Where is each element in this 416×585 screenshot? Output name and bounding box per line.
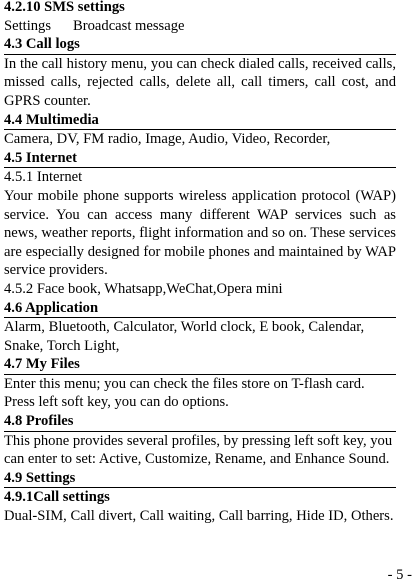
sms-item-broadcast: Broadcast message xyxy=(73,17,185,34)
call-logs-text: In the call history menu, you can check dialed calls, received calls, missed calls, rejected calls, delete all, call timers, call cost, and GPRS counter. xyxy=(4,55,396,109)
profiles-text: This phone provides several profiles, by pressing left soft key, you can enter to set: Active, Customize, Rename, and Enhance Sound. xyxy=(4,431,396,469)
manual-page xyxy=(4,0,396,526)
sms-settings-items xyxy=(4,17,396,36)
sms-settings-heading: 4.2.10 SMS settings xyxy=(4,0,125,15)
call-settings-text: Dual-SIM, Call divert, Call waiting, Call barring, Hide ID, Others. xyxy=(4,508,394,525)
profiles-heading: 4.8 Profiles xyxy=(4,413,74,430)
application-heading: 4.6 Application xyxy=(4,299,99,316)
multimedia-heading: 4.4 Multimedia xyxy=(4,111,99,128)
multimedia-text: Camera, DV, FM radio, Image, Audio, Video, Recorder, xyxy=(4,129,396,149)
internet-subheading-2: 4.5.2 Face book, Whatsapp,WeChat,Opera mini xyxy=(4,280,283,297)
internet-text: Your mobile phone supports wireless application protocol (WAP) service. You can access many different WAP services such as news, weather reports, flight information and so on. These services are especially designed for mobile phones and maintained by WAP service providers. xyxy=(4,187,396,279)
settings-heading: 4.9 Settings xyxy=(4,469,76,486)
my-files-heading: 4.7 My Files xyxy=(4,356,80,373)
application-text: Alarm, Bluetooth, Calculator, World clock, E book, Calendar, Snake, Torch Light, xyxy=(4,317,396,355)
page-number: - 5 - xyxy=(387,567,412,583)
sms-item-settings: Settings xyxy=(4,17,52,34)
internet-subheading-1: 4.5.1 Internet xyxy=(4,167,396,187)
internet-heading: 4.5 Internet xyxy=(4,149,77,166)
call-settings-subheading: 4.9.1Call settings xyxy=(4,487,396,507)
call-logs-heading: 4.3 Call logs xyxy=(4,36,80,53)
my-files-text: Enter this menu; you can check the files store on T-flash card. Press left soft key, you can do options. xyxy=(4,374,396,412)
